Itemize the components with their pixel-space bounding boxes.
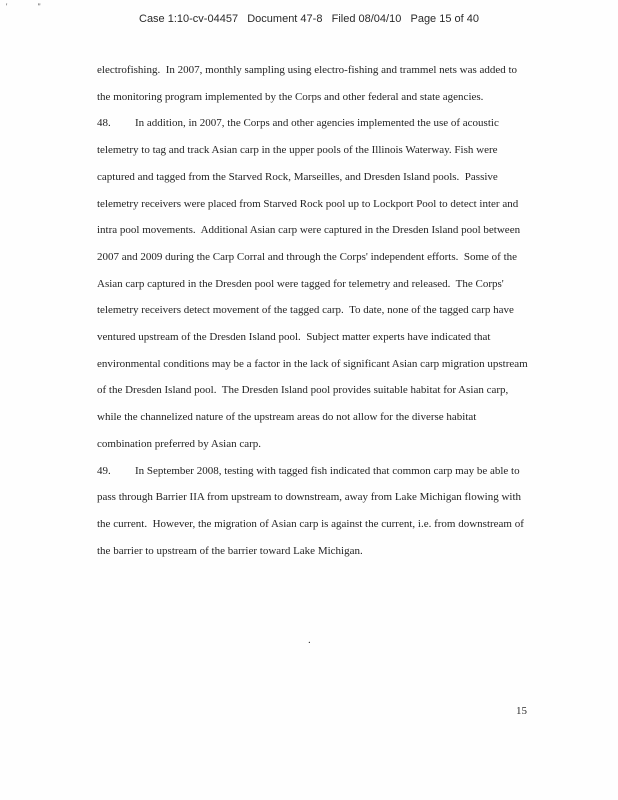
scan-artifact: ' " — [6, 2, 55, 11]
paragraph-text: electrofishing. In 2007, monthly sampling using electro-fishing and trammel nets was added to the monitoring program implemented by the Corps and other federal and state agencies. — [97, 64, 520, 103]
paragraph-text: In addition, in 2007, the Corps and other agencies implemented the use of acoustic telemetry to tag and track Asian carp in the upper pools of the Illinois Waterway. Fish were captured and tagged from the Starved Rock, Marseilles, and Dresden Island pools. Passive telemetry receivers were placed from Starved Rock pool up to Lockport Pool to detect inter and intra pool movements. Additional Asian carp were captured in the Dresden Island pool between 2007 and 2009 during the Carp Corral and through the Corps' independent efforts. Some of the Asian carp captured in the Dresden pool were tagged for telemetry and released. The Corps' telemetry receivers detect movement of the tagged carp. To date, none of the tagged carp have ventured upstream of the Dresden Island pool. Subject matter experts have indicated that environmental conditions may be a factor in the lack of significant Asian carp migration upstream of the Dresden Island pool. The Dresden Island pool provides suitable habitat for Asian carp, while the channelized nature of the upstream areas do not allow for the diverse habitat combination preferred by Asian carp. — [97, 117, 531, 450]
paragraph-continuation — [97, 57, 531, 110]
paragraph-48 — [97, 110, 531, 457]
paragraph-text: In September 2008, testing with tagged fish indicated that common carp may be able to pass through Barrier IIA from upstream to downstream, away from Lake Michigan flowing with the current. However, the migration of Asian carp is against the current, i.e. from downstream of the barrier to upstream of the barrier toward Lake Michigan. — [97, 464, 527, 557]
paragraph-number: 48. — [97, 117, 111, 130]
document-body — [97, 57, 531, 564]
paragraph-number: 49. — [97, 464, 111, 477]
page-number: 15 — [516, 705, 527, 717]
case-stamp-header: Case 1:10-cv-04457 Document 47-8 Filed 08/04/10 Page 15 of 40 — [139, 13, 479, 25]
paragraph-49 — [97, 458, 531, 565]
scan-stray-mark: . — [308, 634, 311, 646]
